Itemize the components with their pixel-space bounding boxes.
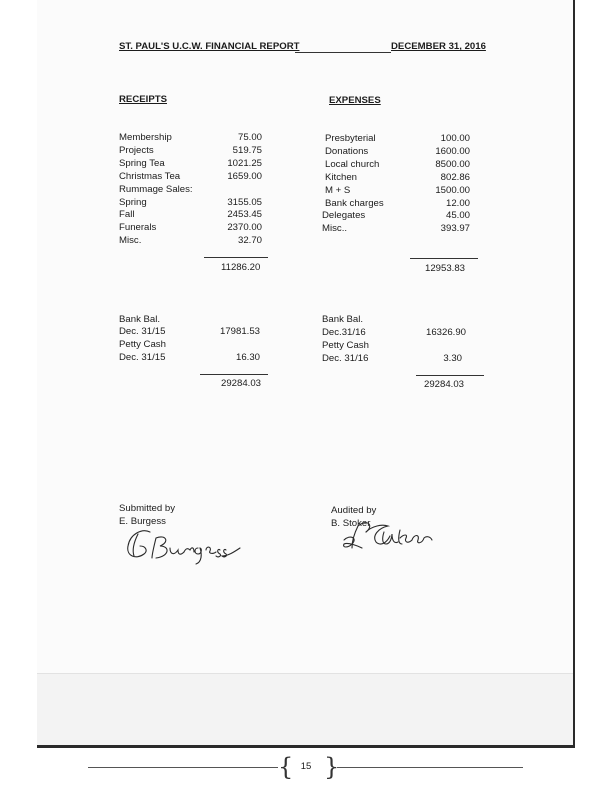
submitted-by-label: Submitted by (119, 503, 175, 514)
expense-label: M + S (325, 185, 351, 196)
expenses-heading: EXPENSES (329, 95, 381, 106)
expense-balance-amount: 16326.90 (425, 327, 466, 338)
expenses-total: 12953.83 (425, 263, 466, 274)
receipt-balance-label: Dec. 31/15 (119, 352, 166, 363)
receipt-label: Membership (119, 132, 172, 143)
expenses-grand-total-rule (416, 375, 484, 376)
expense-balance-label: Dec. 31/16 (322, 353, 369, 364)
receipts-total: 11286.20 (221, 262, 261, 273)
expense-label: Local church (325, 159, 380, 170)
expense-balance-label: Bank Bal. (322, 314, 364, 325)
expense-balance-amount: 3.30 (443, 353, 462, 364)
receipt-label: Funerals (119, 222, 157, 233)
expense-label: Donations (325, 146, 369, 157)
receipt-balance-label: Dec. 31/15 (119, 326, 166, 337)
expenses-grand-total: 29284.03 (424, 379, 465, 390)
expense-label: Delegates (322, 210, 366, 221)
receipt-label: Misc. (119, 235, 142, 246)
receipts-total-rule (204, 257, 268, 258)
page-rule-right (337, 767, 523, 768)
submitted-by-name: E. Burgess (119, 516, 166, 527)
receipt-label: Christmas Tea (119, 171, 181, 182)
expense-amount: 1500.00 (435, 185, 470, 196)
expense-amount: 8500.00 (435, 159, 470, 170)
receipts-heading: RECEIPTS (119, 94, 167, 105)
expense-label: Kitchen (325, 172, 357, 183)
scan-bottom-margin (37, 673, 573, 745)
burgess-signature (122, 524, 247, 566)
receipt-balance-amount: 17981.53 (219, 326, 260, 337)
receipt-label: Fall (119, 209, 135, 220)
receipt-balance-label: Bank Bal. (119, 314, 161, 325)
receipt-amount: 2370.00 (227, 222, 262, 233)
expense-amount: 12.00 (445, 198, 470, 209)
receipt-balance-label: Petty Cash (119, 339, 166, 350)
left-brace-icon: { (278, 753, 294, 781)
expense-amount: 1600.00 (435, 146, 470, 157)
receipts-grand-total: 29284.03 (221, 378, 262, 389)
expense-amount: 100.00 (440, 133, 470, 144)
expense-balance-label: Petty Cash (322, 340, 369, 351)
receipt-amount: 1659.00 (227, 171, 262, 182)
receipt-amount: 3155.05 (227, 197, 262, 208)
right-brace-icon: } (324, 753, 340, 781)
header-underline (295, 52, 391, 53)
expenses-total-rule (410, 258, 478, 259)
audited-by-name: B. Stoker (331, 518, 371, 529)
receipt-amount: 2453.45 (227, 209, 262, 220)
expense-label: Presbyterial (325, 133, 376, 144)
receipt-balance-amount: 16.30 (235, 352, 260, 363)
receipt-amount: 32.70 (237, 235, 262, 246)
audited-by-label: Audited by (331, 505, 377, 516)
expense-amount: 45.00 (445, 210, 470, 221)
report-title: ST. PAUL'S U.C.W. FINANCIAL REPORT (119, 41, 300, 52)
expense-label: Misc.. (322, 223, 348, 234)
expense-amount: 393.97 (440, 223, 470, 234)
receipt-amount: 1021.25 (227, 158, 262, 169)
stoker-signature (338, 512, 438, 554)
expense-balance-label: Dec.31/16 (322, 327, 366, 338)
receipt-label: Rummage Sales: (119, 184, 193, 195)
receipt-label: Projects (119, 145, 154, 156)
report-date: DECEMBER 31, 2016 (391, 41, 486, 52)
receipt-label: Spring Tea (119, 158, 165, 169)
page-number: 15 (300, 761, 312, 772)
receipt-label: Spring (119, 197, 147, 208)
page-rule-left (88, 767, 278, 768)
scanned-report-page (37, 0, 575, 748)
receipts-grand-total-rule (200, 374, 268, 375)
receipt-amount: 519.75 (232, 145, 262, 156)
expense-amount: 802.86 (440, 172, 470, 183)
receipt-amount: 75.00 (237, 132, 262, 143)
expense-label: Bank charges (325, 198, 384, 209)
